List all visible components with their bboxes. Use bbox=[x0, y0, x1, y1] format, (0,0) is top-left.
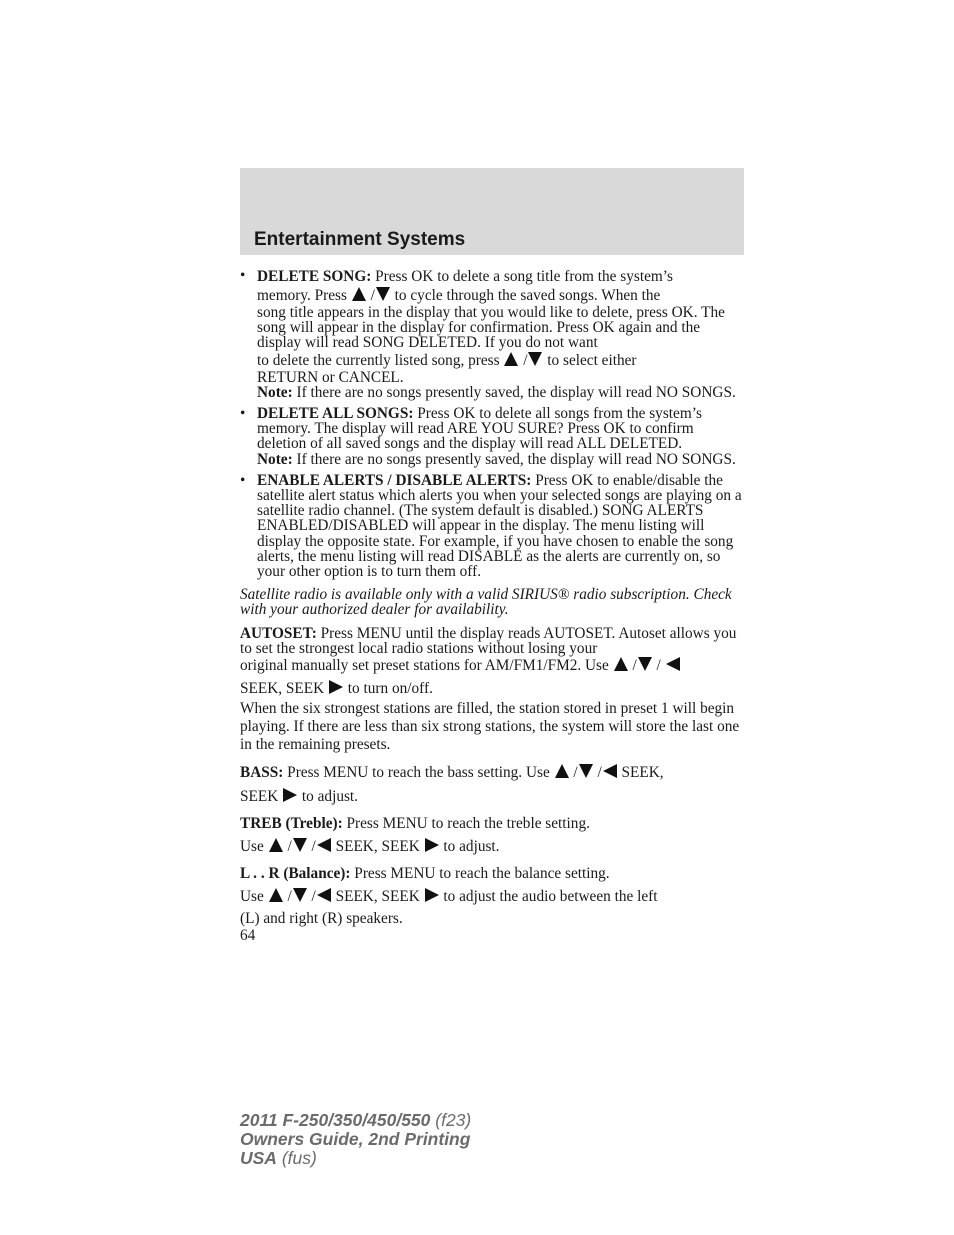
autoset-text-2: original manually set preset stations for AM/FM1/FM2. Use bbox=[240, 657, 613, 675]
delete-all-term: DELETE ALL SONGS: bbox=[257, 405, 414, 423]
arrow-up-icon bbox=[554, 763, 570, 779]
slash-separator: / bbox=[573, 764, 578, 782]
arrow-left-icon bbox=[665, 656, 681, 672]
footer-region: USA bbox=[240, 1148, 277, 1168]
balance-term: L . . R (Balance): bbox=[240, 865, 351, 883]
arrow-right-icon bbox=[424, 887, 440, 903]
arrow-right-icon bbox=[424, 837, 440, 853]
footer-imprint bbox=[240, 1111, 471, 1168]
arrow-left-icon bbox=[316, 887, 332, 903]
delete-song-line-2 bbox=[257, 286, 746, 305]
arrow-right-icon bbox=[282, 787, 298, 803]
arrow-left-icon bbox=[316, 837, 332, 853]
bullet-dot: • bbox=[240, 405, 246, 423]
bullet-enable-alerts bbox=[240, 473, 746, 579]
autoset-block bbox=[240, 626, 746, 754]
balance-line-3: (L) and right (R) speakers. bbox=[240, 910, 403, 928]
balance-line-1 bbox=[240, 865, 746, 883]
arrow-down-icon bbox=[292, 887, 308, 903]
balance-line-2 bbox=[240, 887, 746, 906]
arrow-up-icon bbox=[503, 351, 519, 367]
footer-line-3 bbox=[240, 1149, 471, 1168]
arrow-left-icon bbox=[602, 763, 618, 779]
delete-song-line-1 bbox=[257, 268, 746, 286]
bass-term: BASS: bbox=[240, 764, 284, 782]
autoset-text-4: to turn on/off. bbox=[343, 680, 433, 698]
footer-model-code: (f23) bbox=[430, 1110, 472, 1130]
arrow-down-icon bbox=[578, 763, 594, 779]
treb-term: TREB (Treble): bbox=[240, 815, 343, 833]
arrow-down-icon bbox=[375, 286, 391, 302]
page-content bbox=[240, 268, 746, 943]
footer-line-2: Owners Guide, 2nd Printing bbox=[240, 1129, 471, 1149]
bass-text-1: Press MENU to reach the bass setting. Use bbox=[283, 764, 554, 782]
footer-model: 2011 F-250/350/450/550 bbox=[240, 1110, 431, 1130]
delete-song-text-3: to cycle through the saved songs. When the bbox=[390, 287, 661, 304]
note-text: If there are no songs presently saved, the display will read NO SONGS. bbox=[292, 383, 736, 401]
treb-line-1 bbox=[240, 815, 746, 833]
treb-text-1: Press MENU to reach the treble setting. bbox=[342, 815, 590, 833]
delete-song-line-4 bbox=[257, 351, 746, 370]
bass-line-2 bbox=[240, 787, 746, 806]
slash-separator: / bbox=[287, 888, 292, 906]
slash-separator: / bbox=[523, 351, 528, 369]
treb-text-2: Use bbox=[240, 838, 268, 856]
bass-line-1 bbox=[240, 763, 746, 782]
delete-all-note bbox=[257, 452, 746, 467]
treb-line-2 bbox=[240, 837, 746, 856]
note-label: Note: bbox=[257, 450, 293, 468]
treb-text-3: SEEK, SEEK bbox=[331, 838, 424, 856]
delete-song-note bbox=[257, 385, 746, 400]
delete-song-text-6: to select either bbox=[543, 351, 637, 369]
slash-separator: / bbox=[370, 287, 375, 304]
page-number: 64 bbox=[240, 927, 256, 945]
arrow-down-icon bbox=[292, 837, 308, 853]
slash-separator: / bbox=[287, 838, 292, 856]
note-text: If there are no songs presently saved, the display will read NO SONGS. bbox=[292, 450, 736, 468]
alerts-term: ENABLE ALERTS / DISABLE ALERTS: bbox=[257, 471, 532, 489]
slash-separator: / bbox=[597, 764, 602, 782]
arrow-up-icon bbox=[268, 887, 284, 903]
section-title: Entertainment Systems bbox=[254, 229, 466, 250]
delete-song-text-1: Press OK to delete a song title from the system’s bbox=[371, 268, 673, 285]
treb-text-4: to adjust. bbox=[439, 838, 500, 856]
balance-text-4: to adjust the audio between the left bbox=[439, 888, 658, 906]
autoset-line-2 bbox=[240, 656, 746, 675]
alerts-body: Press OK to enable/disable the satellite alert status which alerts you when your selected songs are playing on a satellite radio channel. (The system default is disabled.) SONG ALERTS ENABLED/DISABLED will appear in the display. The menu listing will display the opposite state. For example, if you have chosen to enable the song alerts, the menu listing will read DISABLE as the alerts are currently on, so your other option is to turn them off. bbox=[257, 471, 742, 581]
bullet-dot: • bbox=[240, 471, 246, 489]
autoset-paragraph-2: When the six strongest stations are filled, the station stored in preset 1 will begin playing. If there are less than six strong stations, the system will store the last one in the remaining presets. bbox=[240, 700, 740, 754]
note-label: Note: bbox=[257, 383, 293, 401]
delete-song-line-3: song title appears in the display that you would like to delete, press OK. The song will appear in the display for confirmation. Press OK again and the display will read SONG DELETED. If you do not want bbox=[257, 304, 725, 352]
balance-text-1: Press MENU to reach the balance setting. bbox=[350, 865, 610, 883]
slash-separator: / bbox=[311, 888, 316, 906]
footer-line-1 bbox=[240, 1111, 471, 1130]
delete-all-body: Press OK to delete all songs from the system’s memory. The display will read ARE YOU SURE? Press OK to confirm deletion of all saved songs and the display will read ALL DELETED. bbox=[257, 405, 702, 453]
slash-separator: / bbox=[632, 657, 637, 675]
autoset-text-3: SEEK, SEEK bbox=[240, 680, 328, 698]
arrow-down-icon bbox=[527, 351, 543, 367]
alerts-text bbox=[257, 473, 746, 579]
delete-all-text bbox=[257, 406, 746, 452]
arrow-up-icon bbox=[613, 656, 629, 672]
autoset-text-1: Press MENU until the display reads AUTOSET. Autoset allows you to set the strongest local radio stations without losing your bbox=[240, 624, 737, 657]
delete-song-line-5: RETURN or CANCEL. bbox=[257, 368, 404, 386]
balance-block bbox=[240, 865, 746, 928]
bass-block bbox=[240, 763, 746, 806]
satellite-note: Satellite radio is available only with a valid SIRIUS® radio subscription. Check with your authorized dealer for availability. bbox=[240, 586, 732, 619]
delete-song-text-2: memory. Press bbox=[257, 287, 351, 304]
bass-text-4: to adjust. bbox=[298, 788, 358, 806]
bass-text-2: SEEK, bbox=[617, 764, 664, 782]
bullet-delete-all-songs bbox=[240, 406, 746, 467]
delete-song-text-5: to delete the currently listed song, press bbox=[257, 351, 504, 369]
autoset-term: AUTOSET: bbox=[240, 624, 317, 642]
balance-text-3: SEEK, SEEK bbox=[331, 888, 424, 906]
footer-region-code: (fus) bbox=[276, 1148, 317, 1168]
section-header-band bbox=[240, 168, 744, 255]
bass-text-3: SEEK bbox=[240, 788, 283, 806]
balance-text-2: Use bbox=[240, 888, 268, 906]
bullet-dot: • bbox=[240, 267, 246, 284]
arrow-right-icon bbox=[328, 679, 344, 695]
arrow-up-icon bbox=[351, 286, 367, 302]
slash-separator: / bbox=[311, 838, 316, 856]
treb-block bbox=[240, 815, 746, 856]
arrow-down-icon bbox=[637, 656, 653, 672]
autoset-line-1 bbox=[240, 626, 746, 656]
bullet-delete-song bbox=[240, 268, 746, 400]
delete-song-term: DELETE SONG: bbox=[257, 268, 372, 285]
arrow-up-icon bbox=[268, 837, 284, 853]
autoset-line-3 bbox=[240, 679, 746, 698]
slash-separator: / bbox=[656, 657, 661, 675]
